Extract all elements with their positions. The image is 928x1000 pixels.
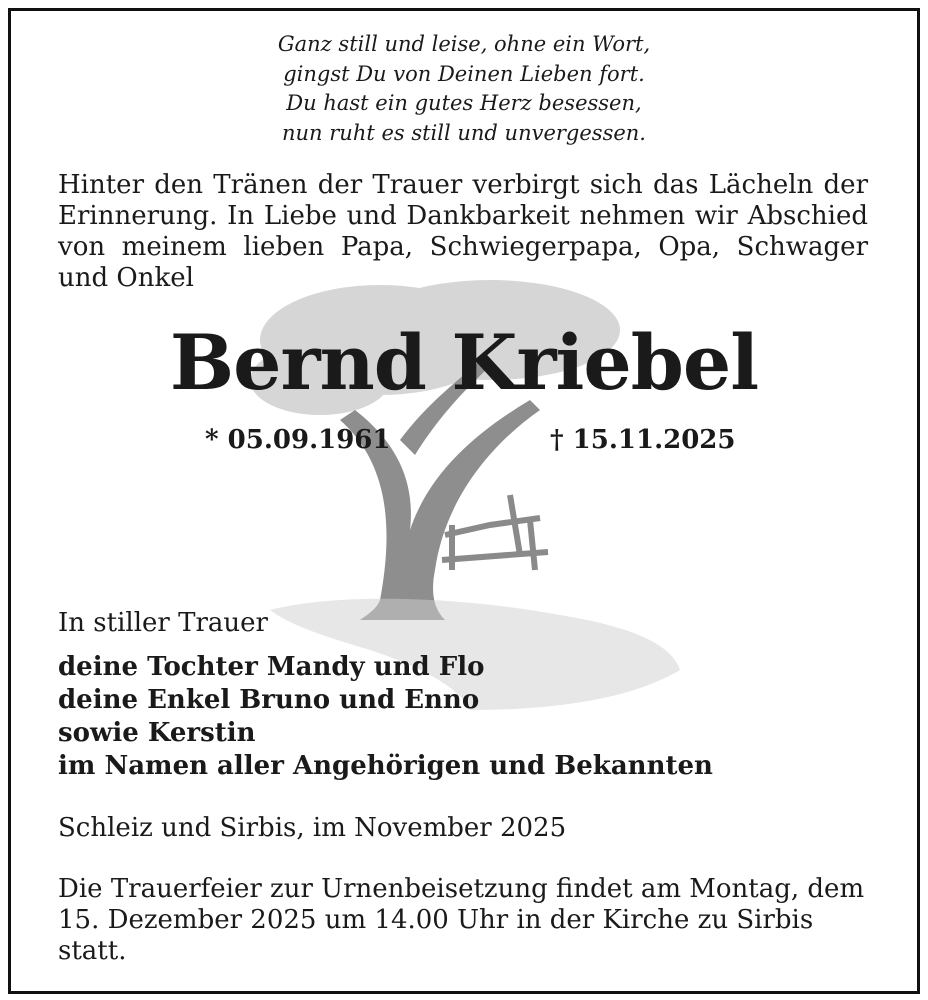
service-info: Die Trauerfeier zur Urnenbeisetzung findet am Montag, dem 15. Dezember 2025 um 14.00 Uhr in der Kirche zu Sirbis statt. (58, 874, 865, 966)
birth-date: * 05.09.1961 (205, 425, 391, 455)
poem-line: Ganz still und leise, ohne ein Wort, (277, 32, 651, 56)
family-line: sowie Kerstin (58, 718, 256, 748)
intro-text: Hinter den Tränen der Trauer verbirgt sich das Lächeln der Erinnerung. In Liebe und Dankbarkeit nehmen wir Abschied von meinem lieben Papa, Schwiegerpapa, Opa, Schwager und Onkel (58, 170, 868, 293)
family-line: deine Enkel Bruno und Enno (58, 685, 480, 715)
poem (0, 30, 928, 148)
place-date: Schleiz und Sirbis, im November 2025 (58, 813, 567, 843)
family-line: deine Tochter Mandy und Flo (58, 652, 485, 682)
family-line: im Namen aller Angehörigen und Bekannten (58, 751, 713, 781)
poem-line: Du hast ein gutes Herz besessen, (286, 91, 642, 115)
mourning-label: In stiller Trauer (58, 608, 268, 638)
poem-line: nun ruht es still und unvergessen. (282, 120, 646, 145)
family-list (58, 651, 713, 783)
poem-line: gingst Du von Deinen Lieben fort. (283, 61, 645, 86)
death-date: † 15.11.2025 (550, 425, 736, 455)
deceased-name: Bernd Kriebel (169, 318, 759, 407)
